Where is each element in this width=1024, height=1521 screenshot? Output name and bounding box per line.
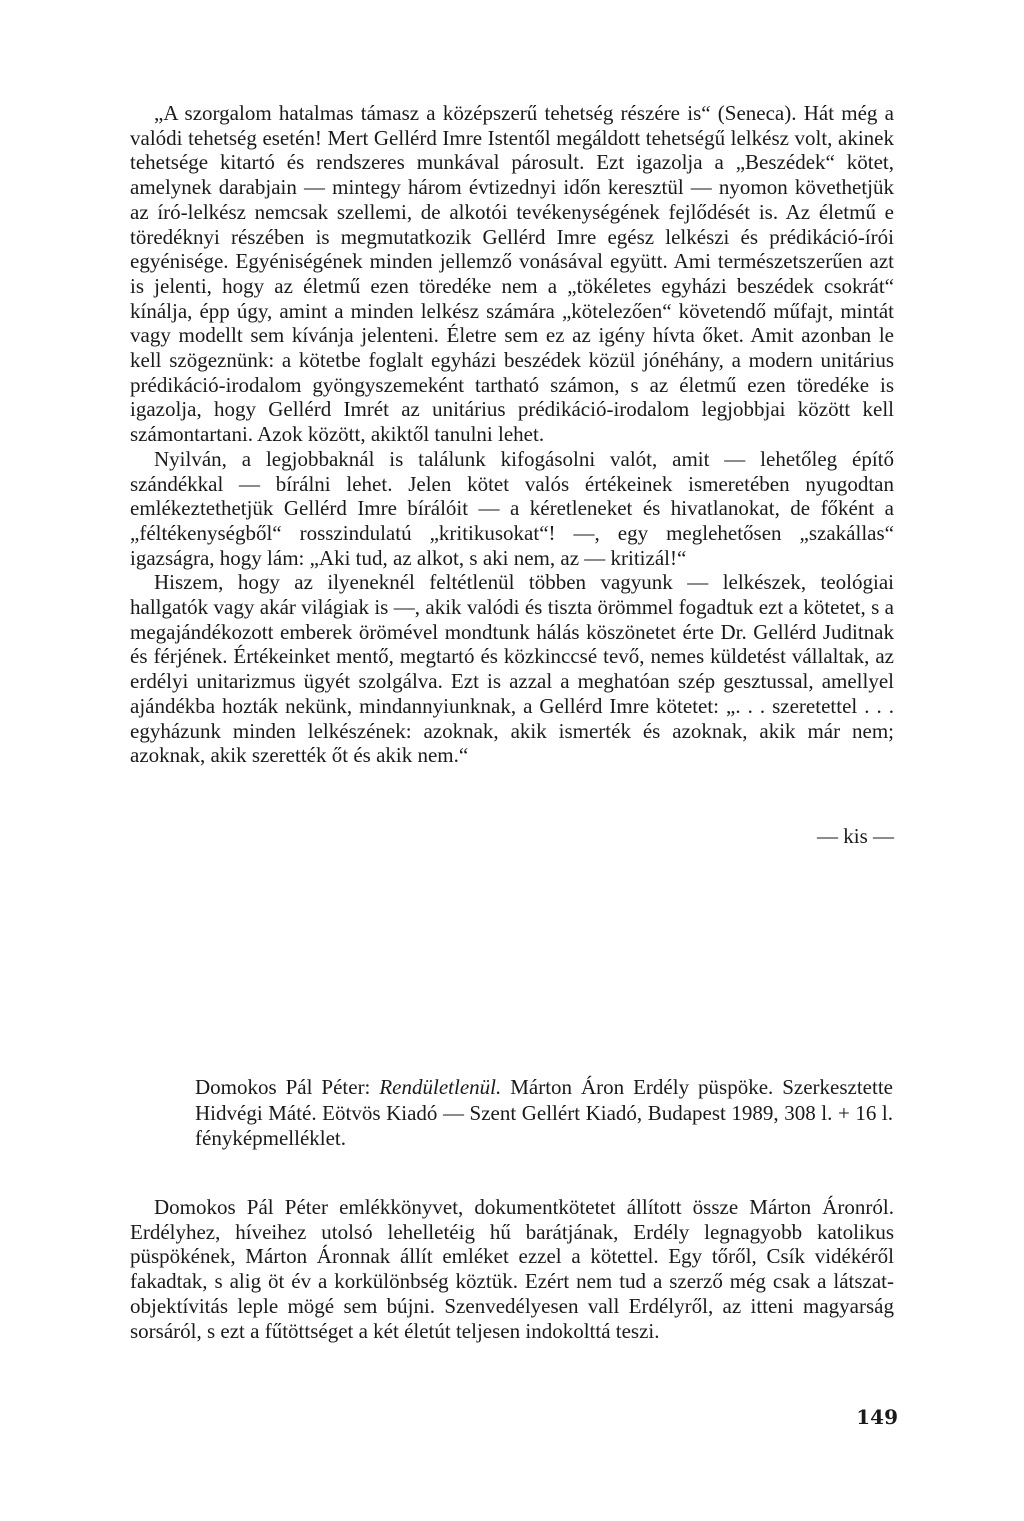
citation-details: Márton Áron Erdély püspöke. Szerkesztette Hidvégi Máté. Eötvös Kiadó — Szent Gellért Kiadó, Budapest 1989, 308 l. + 16 l. fényképmelléklet. xyxy=(195,1075,893,1150)
paragraph: Hiszem, hogy az ilyeneknél feltétlenül többen vagyunk — lelkészek, teológiai hallgatók vagy akár világiak is —, akik valódi és tiszta örömmel fogadtuk ezt a kötetet, s a megajándékozott emberek örömével mondtunk hálás köszönetet érte Dr. Gellérd Juditnak és férjének. Értékeinket mentő, megtartó és közkinccsé tevő, nemes küldetést vállaltak, az erdélyi unitarizmus ügyét szolgálva. Ezt is azzal a meghatóan szép gesztussal, amellyel ajándékba hozták nekünk, mindannyiunknak, a Gellérd Imre kötetet: „. . . szeretettel . . . egyházunk minden lelkészének: azoknak, akik ismerték és azoknak, akik már nem; azoknak, akik szerették őt és akik nem.“ xyxy=(130,570,894,768)
paragraph: „A szorgalom hatalmas támasz a középszerű tehetség részére is“ (Seneca). Hát még a valódi tehetség esetén! Mert Gellérd Imre Istentől megáldott tehetségű lelkész volt, akinek tehetsége kitartó és rendszeres munkával párosult. Ezt igazolja a „Beszédek“ kötet, amelynek darabjain — mintegy három évtizednyi időn keresztül — nyomon követhetjük az író-lelkész nemcsak szellemi, de alkotói tevékenységének fejlődését is. Az életmű e töredéknyi részében is megmutatkozik Gellérd Imre egész lelkészi és prédikáció-írói egyénisége. Egyéniségének minden jellemző vonásával együtt. Ami természetszerűen azt is jelenti, hogy az életmű ezen töredéke nem a „tökéletes egyházi beszédek csokrát“ kínálja, épp úgy, amint a minden lelkész számára „kötelezően“ követendő műfajt, mintát vagy modellt sem kívánja jelenteni. Életre sem ez az igény hívta őket. Amit azonban le kell szögeznünk: a kötetbe foglalt egyházi beszédek közül jónéhány, a modern unitárius prédikáció-irodalom gyöngyszemeként tartható számon, s az életmű ezen töredéke is igazolja, hogy Gellérd Imrét az unitárius prédikáció-irodalom legjobbjai között kell számontartani. Azok között, akiktől tanulni lehet. xyxy=(130,101,894,447)
reviewer-signature: — kis — xyxy=(816,824,894,848)
review-gellerd-beszedek xyxy=(130,101,894,768)
citation-author: Domokos Pál Péter: xyxy=(195,1075,380,1099)
paragraph: Domokos Pál Péter emlékkönyvet, dokumentkötetet állított össze Márton Áronról. Erdélyhez, híveihez utolsó lehelletéig hű barátjának, Erdély legnagyobb katolikus püspökének, Márton Áronnak állít emléket ezzel a kötettel. Egy tőről, Csík vidékéről fakadtak, s alig öt év a korkülönbség köztük. Ezért nem tud a szerző még csak a látszat-objektívitás leple mögé sem bújni. Szenvedélyesen vall Erdélyről, az itteni magyarság sorsáról, s ezt a fűtöttséget a két életút teljesen indokolttá teszi. xyxy=(130,1195,894,1343)
page-number: 149 xyxy=(856,1405,898,1429)
citation-title: Rendületlenül. xyxy=(379,1075,502,1099)
book-citation xyxy=(195,1075,893,1152)
review-marton-aron xyxy=(130,1195,894,1343)
paragraph: Nyilván, a legjobbaknál is találunk kifogásolni valót, amit — lehetőleg építő szándékkal — bírálni lehet. Jelen kötet valós értékeinek ismeretében nyugodtan emlékeztethetjük Gellérd Imre bírálóit — a kéretleneket és hivatlanokat, de főként a „féltékenységből“ rosszindulatú „kritikusokat“! —, egy meglehetősen „szakállas“ igazságra, hogy lám: „Aki tud, az alkot, s aki nem, az — kritizál!“ xyxy=(130,446,894,570)
